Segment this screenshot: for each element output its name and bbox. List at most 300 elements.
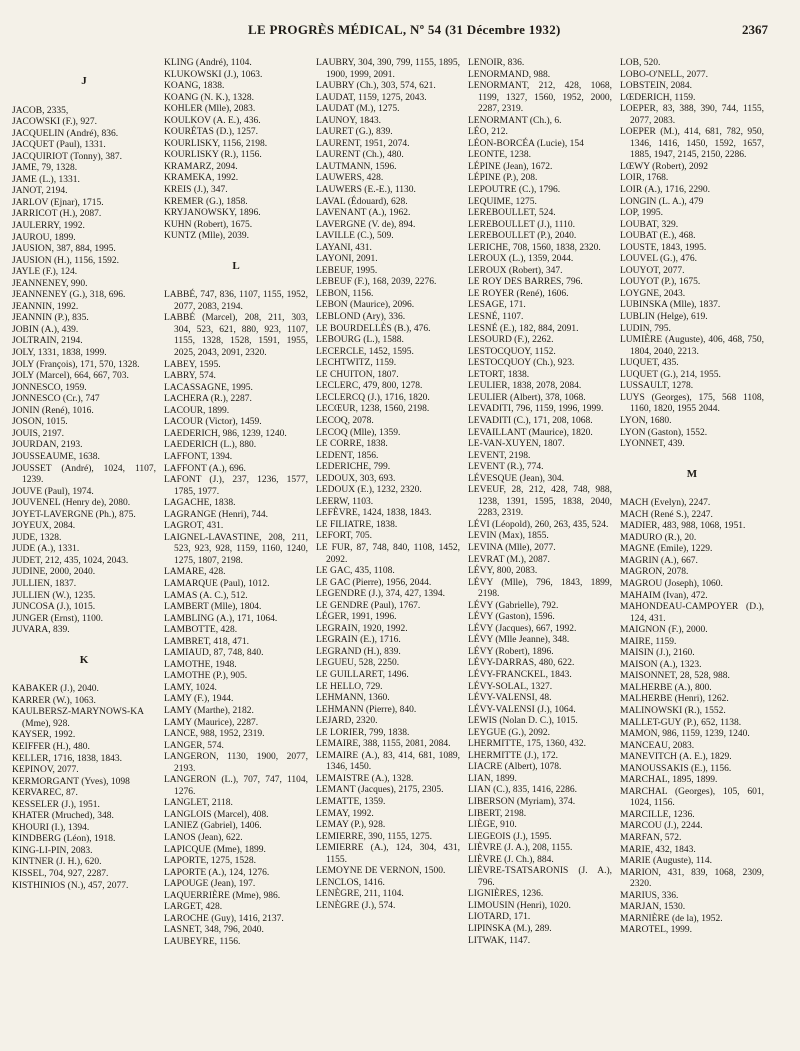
index-entry: LE CORRE, 1838. (316, 439, 388, 450)
index-entry: JAME (L.), 1331. (12, 174, 80, 185)
index-entry: LECLERCQ (J.), 1716, 1820. (316, 392, 430, 403)
index-entry: LIAN, 1899. (468, 773, 517, 784)
index-entry: KABAKER (J.), 2040. (12, 684, 99, 695)
index-entry: LAMBOTTE, 428. (164, 625, 238, 636)
index-entry: LAFFONT (A.), 696. (164, 463, 246, 474)
index-entry: LOIR (A.), 1716, 2290. (620, 185, 710, 196)
section-letter: L (232, 259, 240, 272)
index-entry: MAMON, 986, 1159, 1239, 1240. (620, 729, 750, 740)
index-entry: KEPINOV, 2077. (12, 765, 79, 776)
index-entry: LECŒUR, 1238, 1560, 2198. (316, 404, 430, 415)
index-entry: LAMY (F.), 1944. (164, 694, 234, 705)
index-entry: LAMOTHE (P.), 905. (164, 671, 248, 682)
index-entry: LENOIR, 836. (468, 58, 525, 68)
index-entry: LEBON (Maurice), 2096. (316, 300, 415, 311)
index-entry: LUMIÈRE (Auguste), 406, 468, 750, 1804, 2040, 2213. (620, 335, 764, 357)
index-entry: MARFAN, 572. (620, 833, 682, 843)
index-entry: MAISIN (J.), 2160. (620, 648, 695, 659)
index-entry: LIBERT, 2198. (468, 808, 527, 819)
index-entry: MADIER, 483, 988, 1068, 1951. (620, 521, 746, 532)
index-entry: LAUDAT (M.), 1275. (316, 104, 400, 115)
index-entry: MALHERBE (Henri), 1262. (620, 694, 729, 705)
index-entry: JARRICOT (H.), 2087. (12, 209, 102, 220)
index-entry: JAUSION (H.), 1156, 1592. (12, 255, 120, 266)
index-entry: MAROTEL, 1999. (620, 925, 693, 936)
index-entry: LANGLET, 2118. (164, 798, 233, 809)
index-entry: KRAMEKA, 1992. (164, 173, 239, 184)
index-entry: LABEY, 1595. (164, 359, 221, 370)
index-entry: LENORMANT (Ch.), 6. (468, 115, 562, 126)
index-entry: KING-LI-PIN, 2083. (12, 845, 93, 856)
index-entry: LE BOURDELLÈS (B.), 476. (316, 323, 431, 334)
index-entry: LEGRAIN, 1920, 1992. (316, 623, 408, 634)
index-entry: JAUSION, 387, 884, 1995. (12, 244, 116, 255)
index-entry: JACQUET (Paul), 1331. (12, 140, 106, 151)
index-entry: LEPOUTRE (C.), 1796. (468, 185, 561, 196)
index-entry: LACASSAGNE, 1995. (164, 382, 253, 393)
index-entry: LEYGUE (G.), 2092. (468, 727, 551, 738)
index-entry: LEMAISTRE (A.), 1328. (316, 773, 414, 784)
index-entry: LAUBEYRE, 1156. (164, 936, 241, 947)
index-entry: LE CHUITON, 1807. (316, 369, 399, 380)
index-entry: LAPICQUE (Mme), 1899. (164, 844, 266, 855)
index-entry: LAYONI, 2091. (316, 254, 378, 265)
index-entry: LAMOTHE, 1948. (164, 659, 237, 670)
index-entry: LÉVY, 800, 2083. (468, 566, 538, 577)
index-entry: LAVILLE (C.), 509. (316, 231, 394, 242)
index-entry: LOUBAT, 329. (620, 219, 679, 230)
index-entry: LÉVY (Jacques), 667, 1992. (468, 623, 577, 634)
index-entry: JOUVE (Paul), 1974. (12, 486, 94, 497)
index-entry: LANGERON (L.), 707, 747, 1104, 1276. (164, 775, 308, 797)
index-entry: LAUTMANN, 1596. (316, 161, 397, 172)
index-entry: JOUVENEL (Henry de), 2080. (12, 498, 131, 509)
index-entry: LAMY (Maurice), 2287. (164, 717, 259, 728)
index-entry: LAEDERICH (L.), 880. (164, 440, 257, 451)
index-entry: LOUVEL (G.), 476. (620, 254, 697, 265)
index-entry: LOUBAT (E.), 468. (620, 231, 696, 242)
index-entry: LEMAY, 1992. (316, 808, 374, 819)
index-entry: MAHONDEAU-CAMPOYER (D.), 124, 431. (620, 602, 764, 624)
index-entry: LEULIER (Albert), 378, 1068. (468, 392, 586, 403)
index-entry: LEREBOULLET (P.), 2040. (468, 231, 577, 242)
index-entry: LOIR, 1768. (620, 173, 669, 184)
index-entry: KUNTZ (Mlle), 2039. (164, 231, 249, 242)
index-entry: LAMARE, 428. (164, 567, 226, 578)
index-column-2 (164, 58, 308, 948)
index-entry: LŒDERICH, 1159. (620, 92, 696, 103)
index-entry: LANGERON, 1130, 1900, 2077, 2193. (164, 752, 308, 774)
index-entry: LAPORTE, 1275, 1528. (164, 856, 257, 867)
index-entry: LUQUET (G.), 214, 1955. (620, 369, 721, 380)
index-entry: LE LORIER, 799, 1838. (316, 727, 410, 738)
index-entry: LEBLOND (Ary), 336. (316, 312, 406, 323)
page-number: 2367 (742, 22, 768, 37)
index-entry: LIOTARD, 171. (468, 912, 531, 923)
index-entry: LUYS (Georges), 175, 568 1108, 1160, 1820, 1955 2044. (620, 392, 764, 415)
index-entry: LASNET, 348, 796, 2040. (164, 925, 264, 936)
index-entry: LAMY, 1024. (164, 682, 217, 693)
index-entry: LAMARQUE (Paul), 1012. (164, 578, 270, 589)
index-entry: LIÈGE, 910. (468, 820, 517, 831)
index-entry: LAYANI, 431. (316, 242, 372, 253)
index-entry: LEDOUX (E.), 1232, 2320. (316, 485, 422, 496)
index-entry: LEMAIRE, 388, 1155, 2081, 2084. (316, 739, 451, 750)
index-entry: JUNCOSA (J.), 1015. (12, 602, 96, 613)
index-entry: LAFONT (J.), 237, 1236, 1577, 1785, 1977. (164, 475, 308, 497)
index-entry: LAUWERS, 428. (316, 173, 384, 184)
index-entry: LEVADITI (C.), 171, 208, 1068. (468, 415, 593, 426)
index-entry: LAFFONT, 1394. (164, 451, 233, 462)
index-entry: LIÈVRE (J. A.), 208, 1155. (468, 843, 573, 854)
index-entry: LIACRE (Albert), 1078. (468, 762, 562, 773)
index-entry: LEVENT, 2198. (468, 450, 531, 461)
index-entry: MAISON (A.), 1323. (620, 659, 702, 670)
index-entry: LAROCHE (Guy), 1416, 2137. (164, 913, 284, 924)
index-entry: LAMAS (A. C.), 512. (164, 590, 248, 601)
index-entry: LUBLIN (Helge), 619. (620, 312, 708, 323)
index-entry: LAIGNEL-LAVASTINE, 208, 211, 523, 923, 928, 1159, 1160, 1240, 1275, 1807, 2198. (164, 532, 308, 566)
index-entry: LEREBOULLET (J.), 1110. (468, 219, 576, 230)
index-entry: LE ROYER (René), 1606. (468, 288, 569, 299)
index-entry: MARNIÈRE (de la), 1952. (620, 913, 723, 924)
index-entry: LUSSAULT, 1278. (620, 381, 694, 392)
index-entry: JULLIEN (W.), 1235. (12, 590, 96, 601)
index-column-1 (12, 58, 156, 948)
index-entry: LABRY, 574. (164, 371, 216, 382)
section-letter: K (79, 653, 89, 666)
index-entry: LE GAC, 435, 1108. (316, 566, 395, 577)
index-entry: LEVRAT (M.), 2087. (468, 554, 550, 565)
index-columns (12, 58, 778, 948)
index-entry: LOUYOT (P.), 1675. (620, 277, 701, 288)
index-column-4 (468, 58, 612, 948)
index-entry: JOURDAN, 2193. (12, 440, 83, 451)
index-entry: KREIS (J.), 347. (164, 185, 228, 196)
index-entry: KERVAREC, 87. (12, 788, 78, 799)
index-entry: KOURÉTAS (D.), 1257. (164, 127, 258, 138)
index-entry: LENÈGRE (J.), 574. (316, 900, 396, 911)
index-entry: JACQUIRIOT (Tonny), 387. (12, 151, 122, 162)
index-entry: LÉVY (Gabrielle), 792. (468, 600, 559, 611)
index-entry: LEVAILLANT (Maurice), 1820. (468, 427, 593, 438)
index-entry: LITWAK, 1147. (468, 935, 531, 946)
index-entry: LÉVESQUE (Jean), 304. (468, 473, 565, 484)
index-entry: LOUSTE, 1843, 1995. (620, 242, 707, 253)
index-entry: LIPINSKA (M.), 289. (468, 924, 552, 935)
index-entry: LEBEUF (F.), 168, 2039, 2276. (316, 277, 437, 288)
index-entry: JOUSSET (André), 1024, 1107, 1239. (12, 463, 156, 486)
index-entry: LESNÉ, 1107. (468, 312, 524, 323)
index-entry: MARIUS, 336. (620, 890, 679, 901)
index-entry: MANCEAU, 2083. (620, 740, 695, 751)
index-entry: LÉON-BORCÉA (Lucie), 154 (468, 138, 584, 149)
index-entry: JOBIN (A.), 439. (12, 324, 79, 335)
index-entry: LAVENANT (A.), 1962. (316, 208, 411, 219)
index-entry: LAQUERRIÈRE (Mme), 986. (164, 890, 281, 901)
index-entry: LE GUILLARET, 1496. (316, 669, 409, 680)
index-entry: LONGIN (L. A.), 479 (620, 196, 704, 207)
index-entry: KUHN (Robert), 1675. (164, 219, 253, 230)
index-entry: LÉPINE (Jean), 1672. (468, 161, 553, 172)
index-entry: KRYJANOWSKY, 1896. (164, 208, 261, 219)
index-entry: JACOB, 2335, (12, 105, 69, 116)
index-entry: MALLET-GUY (P.), 652, 1138. (620, 717, 742, 728)
index-entry: LENCLOS, 1416. (316, 877, 385, 888)
index-entry: LETORT, 1838. (468, 369, 530, 380)
index-entry: KEIFFER (H.), 480. (12, 741, 90, 752)
index-entry: LESNÉ (E.), 182, 884, 2091. (468, 323, 579, 334)
index-entry: LEVINA (Mlle), 2077. (468, 542, 556, 553)
index-entry: LE ROY DES BARRES, 796. (468, 277, 583, 288)
index-entry: LÉVY-VALENSI (J.), 1064. (468, 704, 576, 715)
index-entry: LESAGE, 171. (468, 300, 526, 311)
index-entry: LABBÉ (Marcel), 208, 211, 303, 304, 523, 621, 880, 923, 1107, 1155, 1328, 1528, 1591, 1955, 2025, 2043, 2091, 2320. (164, 313, 308, 359)
index-entry: MAGRON, 2078. (620, 567, 689, 578)
index-entry: LUBINSKA (Mlle), 1837. (620, 300, 721, 311)
index-entry: JAME, 79, 1328. (12, 163, 78, 174)
index-entry: LIMOUSIN (Henri), 1020. (468, 900, 571, 911)
index-entry: LIÈVRE (J. Ch.), 884. (468, 854, 554, 865)
index-entry: LOBO-O'NELL, 2077. (620, 69, 708, 80)
index-entry: JAUROU, 1899. (12, 232, 76, 243)
index-entry: LESTOCQUOY, 1152. (468, 346, 556, 357)
index-entry: KERMORGANT (Yves), 1098 (12, 776, 130, 787)
index-entry: MAGRIN (A.), 667. (620, 555, 698, 566)
index-entry: JEANNENEY (G.), 318, 696. (12, 290, 126, 301)
index-entry: LAURENT (Ch.), 480. (316, 150, 404, 161)
index-entry: JONNESCO (Cr.), 747 (12, 394, 100, 405)
index-entry: LENORMAND, 988. (468, 69, 551, 80)
index-entry: JARLOV (Ejnar), 1715. (12, 197, 104, 208)
index-entry: MAIRE, 1159. (620, 636, 677, 647)
index-entry: LYON, 1680. (620, 415, 672, 426)
index-entry: LARGET, 428. (164, 902, 223, 913)
index-entry: LOEPER (M.), 414, 681, 782, 950, 1346, 1416, 1450, 1592, 1657, 1885, 1947, 2145, 2150, 2286. (620, 127, 764, 161)
index-entry: JACOWSKI (F.), 927. (12, 117, 98, 128)
index-entry: LEERW, 1103. (316, 496, 374, 507)
index-entry: KISTHINIOS (N.), 457, 2077. (12, 880, 129, 891)
index-entry: JOUSSEAUME, 1638. (12, 451, 100, 462)
index-entry: LEGUEU, 528, 2250. (316, 658, 400, 669)
index-entry: LEHMANN (Pierre), 840. (316, 704, 417, 715)
index-entry: LOBSTEIN, 2084. (620, 81, 693, 92)
index-entry: MAIGNON (F.), 2000. (620, 625, 708, 636)
index-entry: KESSELER (J.), 1951. (12, 799, 100, 810)
index-entry: LACHERA (R.), 2287. (164, 394, 252, 405)
index-entry: JOYEUX, 2084. (12, 521, 76, 532)
index-entry: JOSON, 1015. (12, 417, 68, 428)
index-entry: KAULBERSZ-MARYNOWS-KA (Mme), 928. (12, 707, 144, 729)
index-entry: MALINOWSKI (R.), 1552. (620, 705, 726, 716)
index-entry: LE GENDRE (Paul), 1767. (316, 600, 421, 611)
index-entry: LANGER, 574. (164, 740, 224, 751)
index-entry: LEMANT (Jacques), 2175, 2305. (316, 785, 444, 796)
index-entry: JUNGER (Ernst), 1100. (12, 613, 103, 624)
index-entry: LEDERICHE, 799. (316, 462, 391, 473)
index-entry: JUDET, 212, 435, 1024, 2043. (12, 555, 129, 566)
index-entry: LEMATTE, 1359. (316, 797, 386, 807)
index-entry: KOANG, 1838. (164, 81, 225, 92)
index-entry: KRAMARZ, 2094. (164, 161, 238, 172)
index-entry: LÉVY (Mlle), 796, 1843, 1899, 2198. (468, 577, 612, 600)
index-entry: LEONTE, 1238. (468, 150, 532, 161)
index-entry: LEFÈVRE, 1424, 1838, 1843. (316, 508, 432, 519)
index-entry: LAGACHE, 1838. (164, 498, 236, 509)
index-entry: LEWIS (Nolan D. C.), 1015. (468, 716, 578, 727)
index-entry: LOYGNE, 2043. (620, 288, 686, 299)
index-entry: KAYSER, 1992. (12, 730, 76, 741)
index-entry: LEDOUX, 303, 693. (316, 473, 396, 484)
index-entry: LOP, 1995. (620, 208, 664, 219)
index-entry: LEVADITI, 796, 1159, 1996, 1999. (468, 404, 604, 415)
index-entry: MANEVITCH (A. E.), 1829. (620, 752, 732, 763)
index-entry: MARIE, 432, 1843. (620, 844, 696, 855)
index-entry: LAPOUGE (Jean), 197. (164, 879, 256, 890)
index-entry: JUVARA, 839. (12, 625, 70, 636)
index-entry: LÉVY (Mlle Jeanne), 348. (468, 635, 570, 646)
index-entry: MAGNE (Emile), 1229. (620, 544, 713, 555)
index-entry: LENORMANT, 212, 428, 1068, 1199, 1327, 1560, 1952, 2000, 2287, 2319. (468, 81, 612, 115)
index-entry: LAVERGNE (V. de), 894. (316, 219, 416, 230)
index-entry: LEFORT, 705. (316, 531, 372, 542)
index-entry: LECERCLE, 1452, 1595. (316, 346, 414, 357)
index-entry: MARIE (Auguste), 114. (620, 856, 712, 867)
index-entry: LE FILIATRE, 1838. (316, 519, 398, 530)
index-entry: LEROUX (Robert), 347. (468, 265, 563, 276)
index-entry: KHOURI (I.), 1394. (12, 822, 90, 833)
index-entry: LEBEUF, 1995. (316, 265, 378, 276)
index-entry: KOANG (N. K.), 1328. (164, 92, 254, 103)
index-entry: LECLERC, 479, 800, 1278. (316, 381, 423, 392)
index-entry: LACOUR, 1899. (164, 405, 230, 416)
index-entry: LESTOCQUOY (Ch.), 923. (468, 358, 575, 369)
index-entry: MACH (René S.), 2247. (620, 509, 713, 520)
index-entry: JEANNIN, 1992. (12, 301, 79, 312)
index-entry: JOLY, 1331, 1838, 1999. (12, 348, 107, 359)
index-entry: JAULERRY, 1992. (12, 221, 85, 232)
index-entry: LANIEZ (Gabriel), 1406. (164, 821, 262, 832)
index-entry: LÉVY-SOLAL, 1327. (468, 681, 553, 692)
index-entry: LEMIERRE (A.), 124, 304, 431, 1155. (316, 843, 460, 865)
index-entry: LECHTWITZ, 1159. (316, 358, 397, 369)
index-entry: KOHLER (Mlle), 2083. (164, 104, 256, 115)
index-entry: LECOQ, 2078. (316, 415, 374, 426)
index-entry: LESOURD (F.), 2262. (468, 335, 554, 346)
index-entry: LEMAIRE (A.), 83, 414, 681, 1089, 1346, 1450. (316, 750, 460, 773)
index-column-3 (316, 58, 460, 948)
index-entry: MARION, 431, 839, 1068, 2309, 2320. (620, 867, 764, 890)
index-entry: LIEGEOIS (J.), 1595. (468, 831, 552, 842)
index-entry: KOURLISKY, 1156, 2198. (164, 138, 268, 149)
index-entry: LŒWY (Robert), 2092 (620, 161, 709, 172)
index-entry: LÉVY-VALENSI, 48. (468, 693, 552, 704)
index-entry: LAMIAUD, 87, 748, 840. (164, 648, 264, 659)
index-entry: LECOQ (Mlle), 1359. (316, 427, 401, 438)
index-entry: JANOT, 2194. (12, 186, 68, 197)
index-entry: LAMY (Marthe), 2182. (164, 705, 254, 716)
index-entry: LEGRAIN (E.), 1716. (316, 635, 401, 646)
index-entry: LÉVY-FRANCKEL, 1843. (468, 669, 572, 680)
index-entry: JOYET-LAVERGNE (Ph.), 875. (12, 509, 136, 520)
index-entry: LYON (Gaston), 1552. (620, 427, 708, 438)
index-entry: LEMOYNE DE VERNON, 1500. (316, 866, 446, 877)
index-entry: KINTNER (J. H.), 620. (12, 857, 102, 868)
index-entry: MACH (Evelyn), 2247. (620, 498, 711, 509)
index-entry: JOLY (François), 171, 570, 1328. (12, 359, 140, 370)
index-entry: LOB, 520. (620, 58, 661, 68)
index-entry: LÉVY-DARRAS, 480, 622. (468, 658, 575, 669)
index-entry: MARJAN, 1530. (620, 902, 686, 913)
index-entry: MARCHAL, 1895, 1899. (620, 775, 718, 786)
index-entry: LERICHE, 708, 1560, 1838, 2320. (468, 242, 601, 253)
index-entry: LHERMITTE, 175, 1360, 432. (468, 739, 586, 750)
index-entry: JOLY (Marcel), 664, 667, 703. (12, 371, 129, 382)
index-entry: MARCOU (J.), 2244. (620, 821, 703, 832)
index-entry: LANGLOIS (Marcel), 408. (164, 809, 269, 820)
index-entry: KELLER, 1716, 1838, 1843. (12, 753, 123, 764)
index-entry: LAEDERICH, 986, 1239, 1240. (164, 428, 287, 439)
index-entry: LEQUIME, 1275. (468, 196, 537, 207)
index-entry: LE GAC (Pierre), 1956, 2044. (316, 577, 432, 588)
index-entry: KLING (André), 1104. (164, 58, 252, 68)
index-entry: LEULIER, 1838, 2078, 2084. (468, 381, 582, 392)
index-entry: MARCHAL (Georges), 105, 601, 1024, 1156. (620, 786, 764, 809)
index-entry: LAUNOY, 1843. (316, 115, 382, 126)
index-entry: LAUWERS (E.-E.), 1130. (316, 185, 416, 196)
index-entry: KISSEL, 704, 927, 2287. (12, 869, 109, 879)
index-entry: MAISONNET, 28, 528, 988. (620, 671, 730, 682)
index-entry: JEANNENEY, 990. (12, 278, 88, 289)
index-entry: LEHMANN, 1360. (316, 693, 390, 704)
index-entry: LAPORTE (A.), 124, 1276. (164, 867, 270, 878)
index-entry: JONNESCO, 1959. (12, 382, 87, 393)
index-entry: LUDIN, 795. (620, 323, 671, 334)
index-entry: LAURET (G.), 839. (316, 127, 393, 138)
index-entry: KOULKOV (A. E.), 436. (164, 115, 261, 126)
index-entry: LOUYOT, 2077. (620, 265, 685, 276)
index-entry: LAMBERT (Mlle), 1804. (164, 602, 262, 613)
index-entry: KHATER (Mruched), 348. (12, 811, 114, 822)
index-entry: MALHERBE (A.), 800. (620, 682, 712, 693)
index-entry: LEGRAND (H.), 839. (316, 646, 401, 657)
index-entry: LEMIERRE, 390, 1155, 1275. (316, 831, 433, 842)
index-entry: LEDENT, 1856. (316, 450, 379, 461)
index-entry: LAMBRET, 418, 471. (164, 636, 250, 647)
index-entry: LIBERSON (Myriam), 374. (468, 797, 576, 807)
index-entry: LUQUET, 435. (620, 358, 679, 369)
index-entry: LIGNIÈRES, 1236. (468, 889, 544, 900)
index-entry: KLUKOWSKI (J.), 1063. (164, 69, 263, 80)
index-entry: LÉPINE (P.), 208. (468, 173, 538, 184)
index-entry: LE HELLO, 729. (316, 681, 383, 692)
index-entry: LACOUR (Victor), 1459. (164, 417, 262, 428)
index-entry: LANCE, 988, 1952, 2319. (164, 729, 265, 740)
index-entry: JULLIEN, 1837. (12, 578, 77, 589)
index-entry: MADURO (R.), 20. (620, 532, 697, 543)
index-entry: MAGROU (Joseph), 1060. (620, 578, 723, 589)
index-entry: LAGROT, 431. (164, 521, 224, 532)
index-entry: LENÈGRE, 211, 1104. (316, 889, 404, 900)
index-entry: LEROUX (L.), 1359, 2044. (468, 254, 574, 265)
index-entry: JUDINE, 2000, 2040. (12, 567, 96, 578)
running-header (12, 22, 778, 44)
index-entry: KARRER (W.), 1063. (12, 695, 96, 706)
index-entry: KREMER (G.), 1858. (164, 196, 248, 207)
index-entry: KINDBERG (Léon), 1918. (12, 834, 116, 845)
index-entry: LEBOURG (L.), 1588. (316, 335, 404, 346)
index-entry: MAHAIM (Ivan), 472. (620, 590, 708, 601)
